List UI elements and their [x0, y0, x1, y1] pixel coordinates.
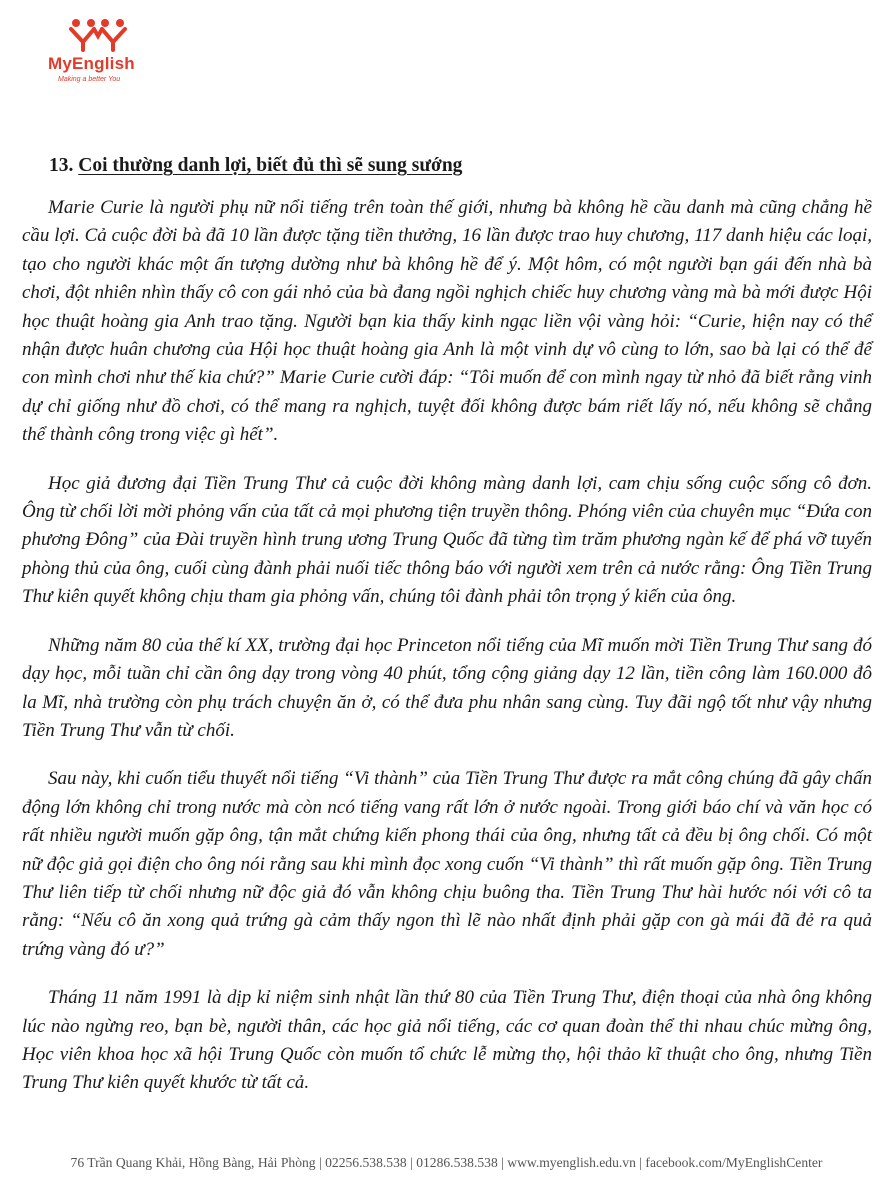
- people-logo-icon: [68, 18, 128, 52]
- paragraph-4: Sau này, khi cuốn tiểu thuyết nổi tiếng “Vi thành” của Tiền Trung Thư được ra mắt công chúng đã gây chấn động lớn không chỉ trong nước mà còn ncó tiếng vang rất lớn ở nước ngoài. Trong giới báo chí và văn học có rất nhiều người muốn gặp ông, tận mắt chứng kiến phong thái của ông, nhưng tất cả đều bị ông chối. Có một nữ độc giả gọi điện cho ông nói rằng sau khi mình đọc xong cuốn “Vi thành” thì rất muốn gặp ông. Tiền Trung Thư liên tiếp từ chối nhưng nữ độc giả đó vẫn không chịu buông tha. Tiền Trung Thư hài hước nói với cô ta rằng: “Nếu cô ăn xong quả trứng gà cảm thấy ngon thì lẽ nào nhất định phải gặp con gà mái đã đẻ ra quả trứng vàng đó ư?”: [22, 768, 872, 960]
- brand-name: MyEnglish: [48, 54, 135, 73]
- page-footer: 76 Trần Quang Khải, Hồng Bàng, Hải Phòng | 02256.538.538 | 01286.538.538 | www.myenglish.edu.vn | facebook.com/MyEnglishCenter: [70, 1155, 823, 1170]
- brand-logo: [48, 18, 158, 98]
- section-title: Coi thường danh lợi, biết đủ thì sẽ sung sướng: [78, 155, 463, 176]
- paragraph-1: Marie Curie là người phụ nữ nổi tiếng trên toàn thế giới, nhưng bà không hề cầu danh mà cũng chẳng hề cầu lợi. Cả cuộc đời bà đã 10 lần được tặng tiền thưởng, 16 lần được trao huy chương, 117 danh hiệu các loại, tạo cho người khác một ấn tượng dường như bà không hề để ý. Một hôm, có một người bạn gái đến nhà bà chơi, đột nhiên nhìn thấy cô con gái nhỏ của bà đang ngồi nghịch chiếc huy chương vàng mà bà mới được Hội học thuật hoàng gia Anh trao tặng. Người bạn kia thấy kinh ngạc liền vội vàng hỏi: “Curie, hiện nay có thể nhận được huân chương của Hội học thuật hoàng gia Anh là một vinh dự vô cùng to lớn, sao bà lại có thể để con mình chơi như thế kia chứ?” Marie Curie cười đáp: “Tôi muốn để con mình ngay từ nhỏ đã biết rằng vinh dự chỉ giống như đồ chơi, có thể mang ra nghịch, tuyệt đối không được bám riết lấy nó, nếu không sẽ chẳng thể thành công trong việc gì hết”.: [22, 197, 872, 446]
- paragraph-3: Những năm 80 của thế kí XX, trường đại học Princeton nổi tiếng của Mĩ muốn mời Tiền Trung Thư sang đó dạy học, mỗi tuần chỉ cần ông dạy trong vòng 40 phút, tổng cộng giảng dạy 12 lần, tiền công làm 160.000 đô la Mĩ, nhà trường còn phụ trách chuyện ăn ở, có thể đưa phu nhân sang cùng. Tuy đãi ngộ tốt như vậy nhưng Tiền Trung Thư vẫn từ chối.: [22, 634, 872, 741]
- paragraph-2: Học giả đương đại Tiền Trung Thư cả cuộc đời không màng danh lợi, cam chịu sống cuộc sống cô đơn. Ông từ chối lời mời phỏng vấn của tất cả mọi phương tiện truyền thông. Phóng viên của chuyên mục “Đứa con phương Đông” của Đài truyền hình trung ương Trung Quốc đã từng tìm trăm phương ngàn kế để phá vỡ tuyến phòng thủ của ông, cuối cùng đành phải nuối tiếc thông báo với người xem trên cả nước rằng: Ông Tiền Trung Thư kiên quyết không chịu tham gia phỏng vấn, chúng tôi đành phải tôn trọng ý kiến của ông.: [22, 472, 872, 608]
- section-heading: [49, 155, 462, 177]
- article-body: [22, 194, 872, 1098]
- brand-tagline: Making a better You: [58, 76, 121, 83]
- paragraph-5: Tháng 11 năm 1991 là dịp kỉ niệm sinh nhật lần thứ 80 của Tiền Trung Thư, điện thoại của nhà ông không lúc nào ngừng reo, bạn bè, người thân, các học giả nổi tiếng, các cơ quan đoàn thể thi nhau chúc mừng ông, Học viên khoa học xã hội Trung Quốc còn muốn tổ chức lễ mừng thọ, hội thảo kĩ thuật cho ông, nhưng Tiền Trung Thư kiên quyết khước từ tất cả.: [22, 987, 872, 1094]
- section-number: 13.: [49, 155, 74, 176]
